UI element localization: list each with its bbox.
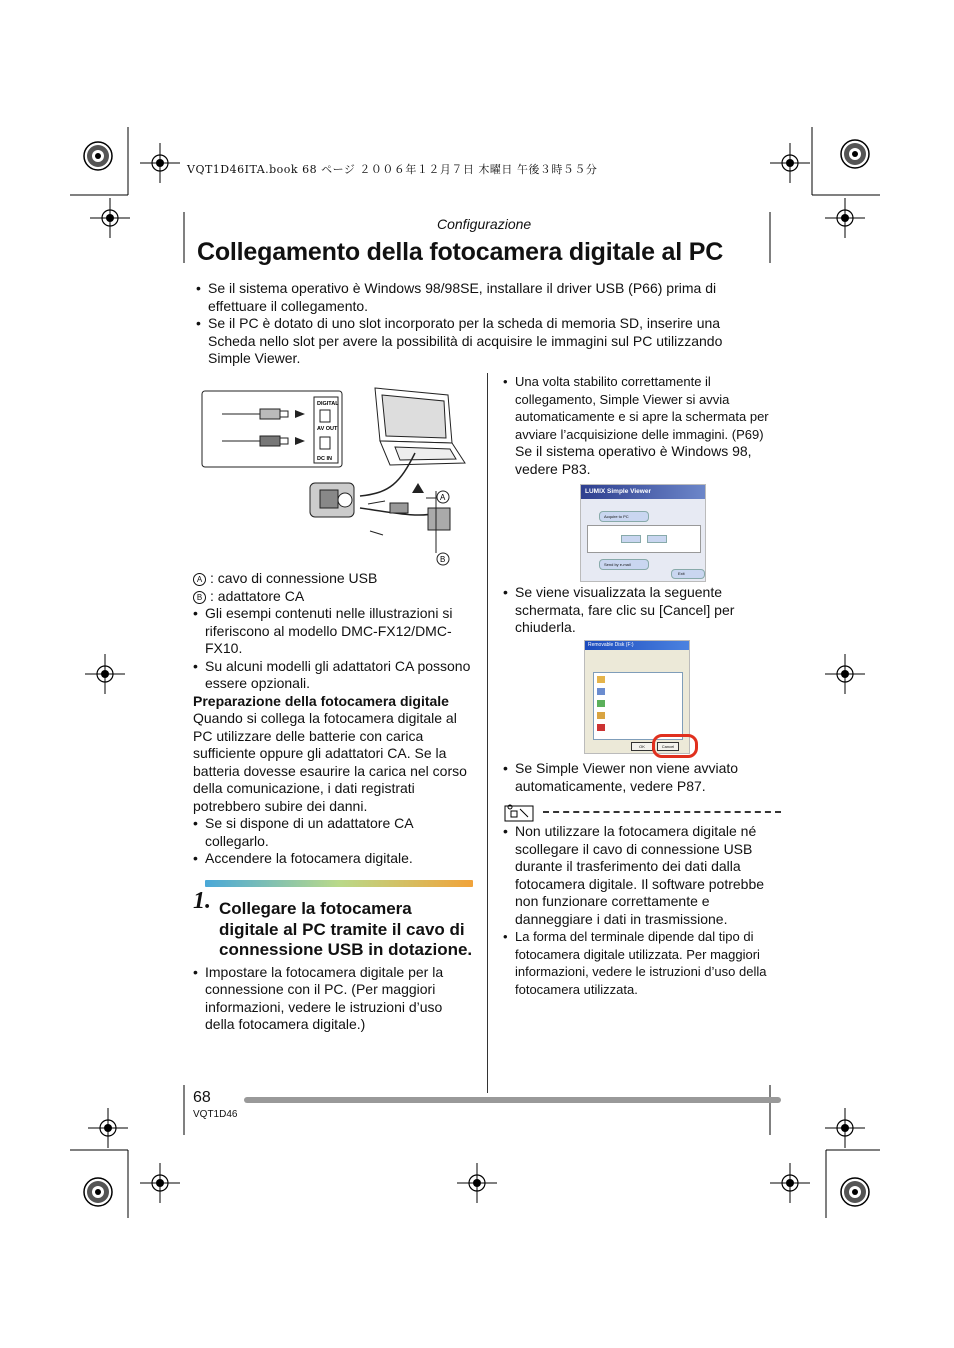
intro-bullets — [196, 280, 766, 368]
right-column-2 — [503, 584, 783, 637]
page-code: VQT1D46 — [193, 1109, 238, 1120]
simple-viewer-screenshot — [580, 484, 706, 582]
intro-bullet: • Se il sistema operativo è Windows 98/98SE, installare il driver USB (P66) prima di effettuare il collegamento. — [196, 280, 766, 315]
note-bullet-1: • Non utilizzare la fotocamera digitale né scollegare il cavo di connessione USB durante il trasferimento dei dati dalla fotocamera digitale. Il software potrebbe non funzionare correttamente e danneggiare i dati in trasmissione. — [503, 823, 783, 928]
left-bullet: • Gli esempi contenuti nelle illustrazioni si riferiscono al modello DMC-FX12/DMC-FX10. — [193, 605, 473, 658]
step-1 — [193, 880, 473, 1034]
jack-digital-label: DIGITAL — [317, 401, 339, 407]
cancel-highlight-ring — [652, 734, 698, 758]
note-bullet-2: • La forma del terminale dipende dal tipo di fotocamera digitale utilizzata. Per maggiori informazioni, vedere le istruzioni d’uso della fotocamera utilizzata. — [503, 928, 783, 998]
connection-diagram — [200, 383, 470, 573]
right-bullet-2: • Se viene visualizzata la seguente schermata, fare clic su [Cancel] per chiuderla. — [503, 584, 783, 637]
marker-a: A — [440, 493, 446, 502]
intro-bullet: • Se il PC è dotato di uno slot incorporato per la scheda di memoria SD, inserire una Scheda nello slot per avere la possibilità di acquisire le immagini sul PC utilizzando Simple Viewer. — [196, 315, 766, 368]
jack-dcin-label: DC IN — [317, 456, 332, 462]
legend-a: A : cavo di connessione USB — [193, 570, 473, 588]
left-bullet: • Su alcuni modelli gli adattatori CA possono essere opzionali. — [193, 658, 473, 693]
prep-heading: Preparazione della fotocamera digitale — [193, 692, 449, 709]
note-dashed-line — [543, 811, 781, 813]
note-icon — [503, 803, 535, 823]
right-bullet-3: • Se Simple Viewer non viene avviato automaticamente, vedere P87. — [503, 760, 783, 795]
legend-a-text: cavo di connessione USB — [217, 570, 378, 586]
jack-avout-label: AV OUT — [317, 426, 338, 432]
marker-b: B — [440, 555, 446, 564]
prep-bullet: • Accendere la fotocamera digitale. — [193, 850, 473, 868]
dialog-ok-button[interactable]: OK — [631, 742, 653, 751]
note-block — [503, 823, 783, 998]
page-title: Collegamento della fotocamera digitale al PC — [197, 238, 724, 266]
prep-text: Quando si collega la fotocamera digitale al PC utilizzare delle batterie con carica sufficiente oppure gli adattatori CA. Se la batteria dovesse esaurire la carica nel corso della comunicazione, i dati registrati potrebbero subire dei danni. — [193, 710, 467, 814]
footer-bar — [244, 1097, 781, 1103]
viewer-titlebar: LUMIX Simple Viewer — [581, 485, 705, 499]
viewer-acquire-button[interactable]: Acquire to PC — [599, 511, 649, 522]
right-column — [503, 373, 783, 478]
print-header: VQT1D46ITA.book 68 ページ ２００６年１２月７日 木曜日 午後３時５５分 — [187, 163, 598, 176]
legend-a-mark: A — [193, 573, 206, 586]
viewer-exit-button[interactable]: Exit — [671, 569, 705, 579]
viewer-email-button[interactable]: Send by e-mail — [599, 559, 649, 570]
legend-b-mark: B — [193, 591, 206, 604]
step-number: 1. — [193, 888, 211, 914]
left-column — [193, 570, 473, 868]
dialog-titlebar: Removable Disk (F:) — [585, 641, 689, 650]
legend-b-text: adattatore CA — [217, 587, 305, 604]
legend-b: B : adattatore CA — [193, 588, 473, 606]
step-bullet: • Impostare la fotocamera digitale per la connessione con il PC. (Per maggiori informazioni, vedere le istruzioni d’uso della fotocamera digitale.) — [193, 964, 473, 1034]
prep-bullet: • Se si dispone di un adattatore CA collegarlo. — [193, 815, 473, 850]
right-bullet-1: • Una volta stabilito correttamente il collegamento, Simple Viewer si avvia automaticamente e si apre la schermata per avviare l’acquisizione delle immagini. (P69) — [503, 373, 783, 443]
step-bar — [205, 880, 473, 887]
right-bullet-1-cont: Se il sistema operativo è Windows 98, vedere P83. — [515, 443, 752, 477]
step-heading: Collegare la fotocamera digitale al PC tramite il cavo di connessione USB in dotazione. — [219, 899, 473, 959]
dialog-cancel-button[interactable]: Cancel — [657, 742, 679, 751]
column-divider — [487, 373, 488, 1093]
section-label: Configurazione — [437, 216, 532, 232]
right-column-3 — [503, 760, 783, 795]
page-number: 68 — [193, 1089, 211, 1106]
